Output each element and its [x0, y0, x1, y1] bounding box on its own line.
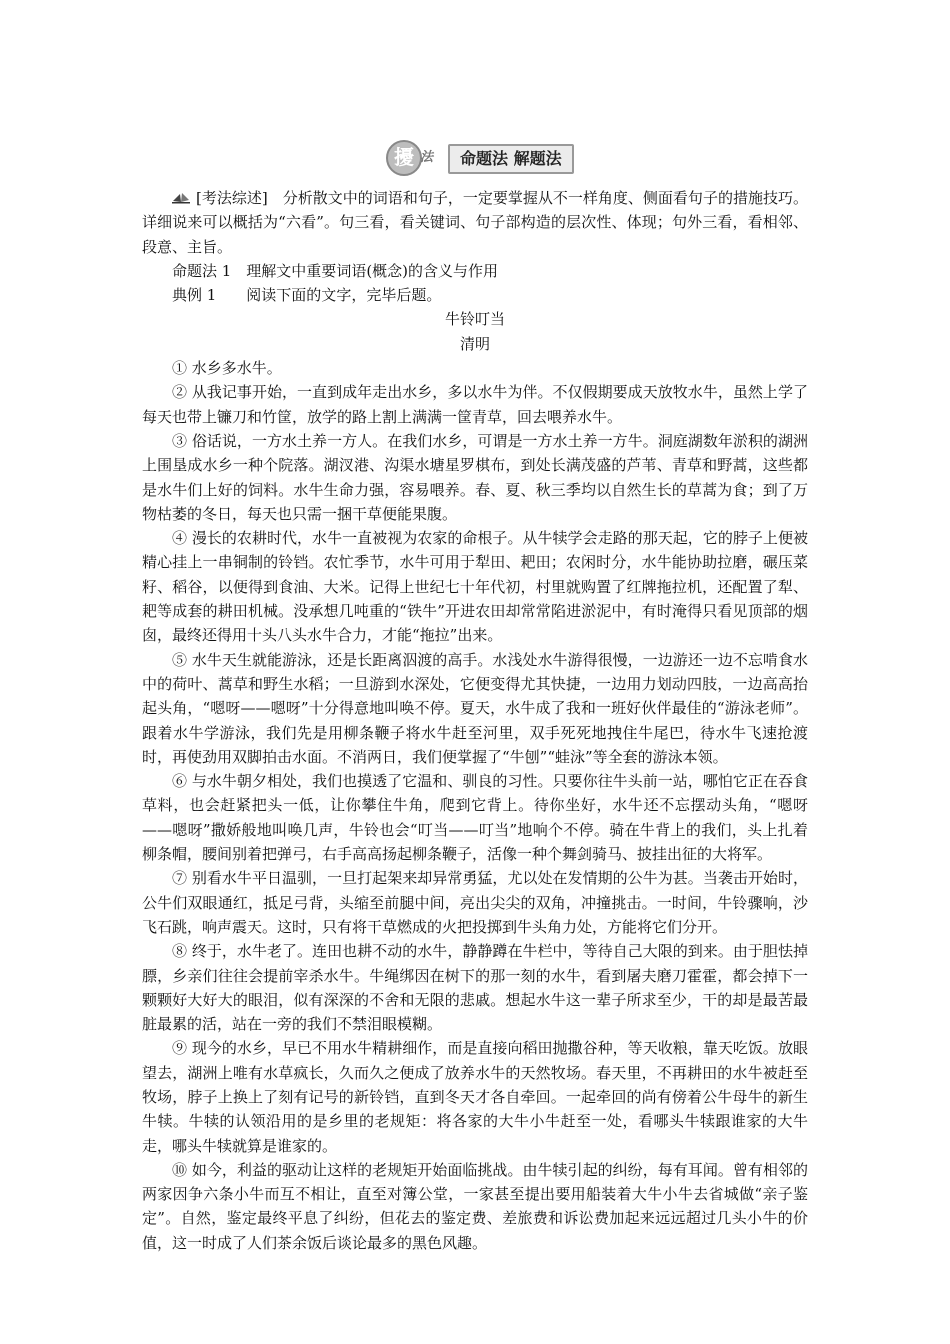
article-author: 清明 [459, 334, 490, 353]
article-paragraph: ⑤ 水牛天生就能游泳，还是长距离泅渡的高手。水浅处水牛游得很慢，一边游还一边不忘啃食水中的荷叶、蒿草和野生水稻；一旦游到水深处，它便变得尤其快捷，一边用力划动四肢，一边高高抬起头角，“嗯呀——嗯呀”十分得意地叫唤不停。夏天，水牛成了我和一班好伙伴最佳的“游泳老师”。跟着水牛学游泳，我们先是用柳条鞭子将水牛赶至河里，双手死死地拽住牛尾巴，待水牛飞速抢渡时，再使劲用双脚拍击水面。不消两日，我们便掌握了“牛刨”“蛙泳”等全套的游泳本领。 [142, 650, 808, 766]
section-banner [386, 140, 600, 174]
summary-text: 分析散文中的词语和句子，一定要掌握从不一样角度、侧面看句子的措施技巧。详细说来可以概括为“六看”。句三看，看关键词、句子部构造的层次性、体现；句外三看，看相邻、段意、主旨。 [142, 189, 808, 256]
summary-label: [考法综述] [196, 189, 268, 207]
article-title: 牛铃叮当 [444, 310, 505, 329]
example-heading: 典例 1 阅读下面的文字，完毕后题。 [172, 286, 442, 305]
article-paragraph: ⑧ 终于，水牛老了。连田也耕不动的水牛，静静蹲在牛栏中，等待自己大限的到来。由于胆怯掉膘，乡亲们往往会提前宰杀水牛。牛绳绑因在树下的那一刻的水牛，看到屠夫磨刀霍霍，都会掉下一颗颗好大好大的眼泪，似有深深的不舍和无限的悲戚。想起水牛这一辈子所求至少，干的却是最苦最脏最累的活，站在一旁的我们不禁泪眼模糊。 [142, 942, 808, 1034]
article-paragraph: ④ 漫长的农耕时代，水牛一直被视为农家的命根子。从牛犊学会走路的那天起，它的脖子上便被精心挂上一串铜制的铃铛。农忙季节，水牛可用于犁田、耙田；农闲时分，水牛能协助拉磨，碾压菜籽、稻谷，以便得到食油、大米。记得上世纪七十年代初，村里就购置了红牌拖拉机，还配置了犁、耙等成套的耕田机械。没承想几吨重的“铁牛”开进农田却常常陷进淤泥中，有时淹得只看见顶部的烟囱，最终还得用十头八头水牛合力，才能“拖拉”出来。 [142, 529, 808, 645]
method-heading: 命题法 1 理解文中重要词语(概念)的含义与作用 [172, 261, 499, 280]
article-paragraph: ⑥ 与水牛朝夕相处，我们也摸透了它温和、驯良的习性。只要你往牛头前一站，哪怕它正在吞食草料，也会赶紧把头一低，让你攀住牛角，爬到它背上。待你坐好，水牛还不忘摆动头角，“嗯呀——嗯呀”撒娇般地叫唤几声，牛铃也会“叮当——叮当”地响个不停。骑在牛背上的我们，头上扎着柳条帽，腰间别着把弹弓，右手高高扬起柳条鞭子，活像一种个舞剑骑马、披挂出征的大将军。 [142, 772, 808, 864]
article-paragraph: ② 从我记事开始，一直到成年走出水乡，多以水牛为伴。不仅假期要成天放牧水牛，虽然上学了每天也带上镰刀和竹筐，放学的路上割上满满一筐青草，回去喂养水牛。 [142, 383, 808, 426]
document-page [142, 140, 808, 1255]
article-paragraph: ⑩ 如今，利益的驱动让这样的老规矩开始面临挑战。由牛犊引起的纠纷，每有耳闻。曾有相邻的两家因争六条小牛而互不相让，直至对簿公堂，一家甚至提出要用船装着大牛小牛去省城做“亲子鉴定”。自然，鉴定最终平息了纠纷，但花去的鉴定费、差旅费和诉讼费加起来远远超过几头小牛的价值，这一时成了人们茶余饭后谈论最多的黑色风趣。 [142, 1160, 808, 1252]
banner-fa-char: 法 [420, 150, 434, 165]
article-paragraph: ⑨ 现今的水乡，早已不用水牛精耕细作，而是直接向稻田抛撒谷种，等天收粮，靠天吃饭。放眼望去，湖洲上唯有水草疯长，久而久之便成了放养水牛的天然牧场。春天里，不再耕田的水牛被赶至牧场，脖子上换上了刻有记号的新铃铛，直到冬天才各自牵回。一起牵回的尚有傍着公牛母牛的新生牛犊。牛犊的认领沿用的是乡里的老规矩：将各家的大牛小牛赶至一处，看哪头牛犊跟谁家的大牛走，哪头牛犊就算是谁家的。 [142, 1039, 808, 1155]
article-paragraph: ⑦ 别看水牛平日温驯，一旦打起架来却异常勇猛，尤以处在发情期的公牛为甚。当袭击开始时，公牛们双眼通红，抵足弓背，头缩至前腿中间，亮出尖尖的双角，冲撞挑击。一时间，牛铃骤响，沙飞石跳，响声震天。这时，只有将干草燃成的火把投掷到牛头角力处，方能将它们分开。 [142, 869, 808, 936]
article-paragraph: ③ 俗话说，一方水土养一方人。在我们水乡，可谓是一方水土养一方牛。洞庭湖数年淤积的湖洲上围垦成水乡一种个院落。湖汊港、沟渠水塘星罗棋布，到处长满茂盛的芦苇、青草和野蒿，这些都是水牛们上好的饲料。水牛生命力强，容易喂养。春、夏、秋三季均以自然生长的草蒿为食；到了万物枯萎的冬日，每天也只需一捆干草便能果腹。 [142, 431, 808, 523]
book-icon [172, 190, 190, 204]
summary-paragraph [142, 186, 808, 259]
article-paragraph: ① 水乡多水牛。 [172, 359, 282, 378]
document-body [142, 186, 808, 1255]
banner-title: 命题法 解题法 [448, 144, 574, 174]
seal-badge: 擾 [386, 140, 422, 176]
